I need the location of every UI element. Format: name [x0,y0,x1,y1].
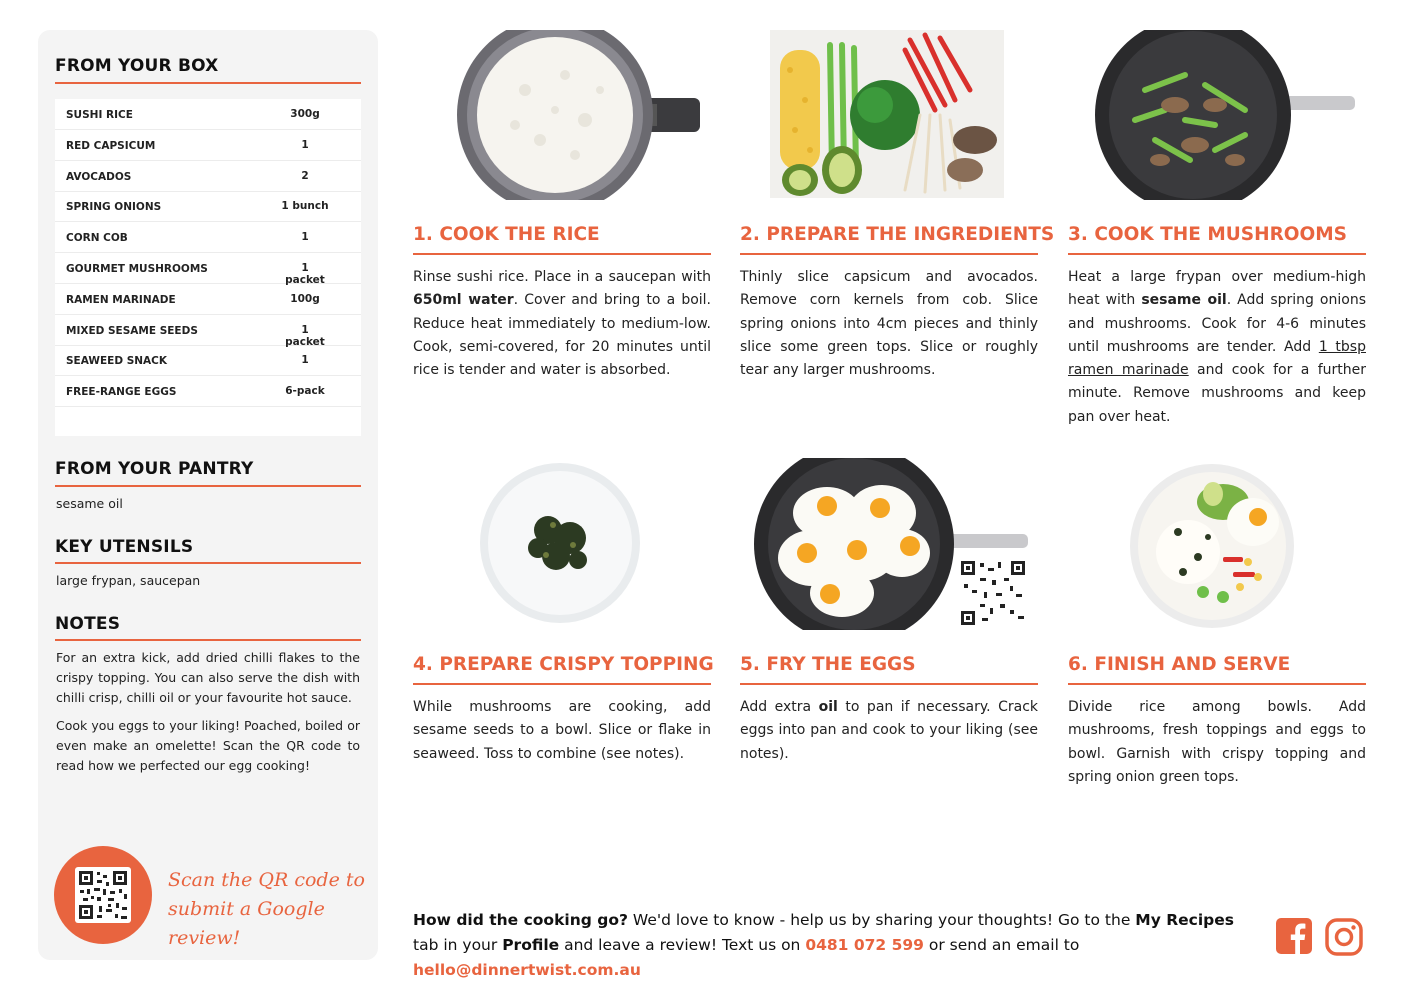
ingredient-qty: 1 [301,354,309,367]
utensils-text: large frypan, saucepan [56,573,201,588]
text-run: Rinse sushi rice. Place in a saucepan with [413,269,711,285]
step-6-body [1068,696,1366,789]
text-run: or send an email to [923,936,1080,954]
ingredient-row [55,315,361,346]
ingredient-name: SPRING ONIONS [66,201,162,214]
rice-pot-photo [455,30,705,200]
ingredients-photo [770,30,1004,198]
text-run: While mushrooms are cooking, add sesame seeds to a bowl. Slice or flake in seaweed. Toss to combine (see notes). [413,699,711,762]
ingredient-name: CORN COB [66,232,128,245]
ingredient-row [55,376,361,407]
bold-text: oil [818,699,838,715]
note-paragraph: Cook you eggs to your liking! Poached, boiled or even make an omelette! Scan the QR code to read how we perfected our egg cooking! [56,718,360,773]
step-1-title: 1. COOK THE RICE [413,224,600,245]
underlined-text: 1 tbsp ramen marinade [1068,338,1366,379]
ingredient-name: GOURMET MUSHROOMS [66,263,208,275]
step-5-rule [740,683,1038,685]
step-2-body [740,266,1038,382]
ingredient-qty: 1 packet [285,323,325,348]
step-2-rule [740,253,1038,255]
text-run: We'd love to know - help us by sharing your thoughts! Go to the [627,911,1136,929]
step-5-title: 5. FRY THE EGGS [740,654,916,675]
ingredient-name: RED CAPSICUM [66,139,156,152]
review-cta-line: Scan the QR code to [168,869,365,891]
ingredient-name: AVOCADOS [66,170,132,183]
review-qr-badge[interactable] [54,846,152,944]
step-6-title: 6. FINISH AND SERVE [1068,654,1291,675]
step-2-title: 2. PREPARE THE INGREDIENTS [740,224,1055,245]
ingredient-row [55,99,361,130]
bold-text: Profile [502,936,560,954]
text-run: tab in your [413,936,503,954]
text-run: Divide rice among bowls. Add mushrooms, fresh toppings and eggs to bowl. Garnish with crispy topping and spring onion green tops. [1068,699,1366,785]
ingredient-row [55,345,361,376]
ingredient-row [55,253,361,284]
text-run: and leave a review! Text us on [559,936,806,954]
ingredient-qty: 300g [290,108,320,120]
ingredient-row [55,222,361,253]
text-run: and cook for a further minute. Remove mushrooms and keep pan over heat. [1068,362,1366,425]
bold-text: 650ml water [413,292,514,309]
step-4-body [413,696,711,766]
notes-heading-rule [55,639,361,641]
step-4-rule [413,683,711,685]
sidebar [38,30,378,960]
box-heading-rule [55,82,361,84]
instagram-icon[interactable] [1325,918,1363,956]
step-6-rule [1068,683,1366,685]
ingredient-qty: 1 [301,231,309,244]
text-run: Add extra [740,699,819,715]
finished-bowl-photo [1128,462,1298,630]
ingredient-qty: 2 [301,169,309,182]
ingredient-name: SEAWEED SNACK [66,355,168,368]
text-run: Heat a large frypan over medium-high heat with [1068,269,1366,309]
qr-code-icon [75,867,131,923]
ingredient-row [55,191,361,222]
ingredient-qty: 6-pack [285,385,325,398]
step-1-rule [413,253,711,255]
step-3-body [1068,266,1366,429]
ingredient-row [55,130,361,161]
mushroom-pan-photo [1095,30,1357,200]
bold-text: How did the cooking go? [413,911,628,929]
ingredients-table [55,99,361,436]
step-4-title: 4. PREPARE CRISPY TOPPING [413,654,714,675]
ingredient-name: FREE-RANGE EGGS [66,386,177,399]
text-run: . Add spring onions and mushrooms. Cook for 4-6 minutes until mushrooms are tender. Add [1068,292,1366,355]
contact-link[interactable]: 0481 072 599 [805,936,924,954]
fried-eggs-pan-photo [752,458,1032,630]
step-3-title: 3. COOK THE MUSHROOMS [1068,224,1347,245]
pantry-text: sesame oil [56,496,123,511]
notes-body [56,648,360,784]
ingredient-row [55,161,361,192]
text-run: to pan if necessary. Crack eggs into pan and cook to your liking (see notes). [740,699,1039,762]
contact-link[interactable]: hello@dinnertwist.com.au [413,961,641,979]
review-cta-line: submit a Google review! [168,898,325,949]
ingredient-name: RAMEN MARINADE [66,293,176,306]
ingredient-qty: 1 packet [285,262,325,286]
step-1-body [413,266,711,382]
step-3-rule [1068,253,1366,255]
ingredient-row [55,284,361,315]
utensils-heading-rule [55,562,361,564]
facebook-icon[interactable] [1276,918,1312,954]
ingredient-name: MIXED SESAME SEEDS [66,324,198,337]
feedback-footer [413,908,1263,983]
review-cta-text [168,866,368,953]
bold-text: sesame oil [1141,292,1227,309]
notes-heading: NOTES [55,614,121,634]
ingredient-name: SUSHI RICE [66,109,133,121]
utensils-heading: KEY UTENSILS [55,537,194,557]
ingredient-qty: 1 bunch [281,200,329,213]
text-run: . Cover and bring to a boil. Reduce heat immediately to medium-low. Cook, semi-covered, for 20 minutes until rice is tender and water is absorbed. [413,292,711,379]
pantry-heading-rule [55,485,361,487]
box-heading: FROM YOUR BOX [55,56,219,76]
bold-text: My Recipes [1135,911,1234,929]
ingredient-qty: 100g [290,292,320,305]
step-5-body [740,696,1038,766]
crispy-topping-bowl-photo [478,460,642,628]
pantry-heading: FROM YOUR PANTRY [55,459,254,479]
ingredient-qty: 1 [301,138,309,151]
text-run: Thinly slice capsicum and avocados. Remove corn kernels from cob. Slice spring onions into 4cm pieces and thinly slice some green tops. Slice or roughly tear any larger mushrooms. [740,269,1038,379]
note-paragraph: For an extra kick, add dried chilli flakes to the crispy topping. You can also serve the dish with chilli crisp, chilli oil or your favourite hot sauce. [56,650,360,705]
